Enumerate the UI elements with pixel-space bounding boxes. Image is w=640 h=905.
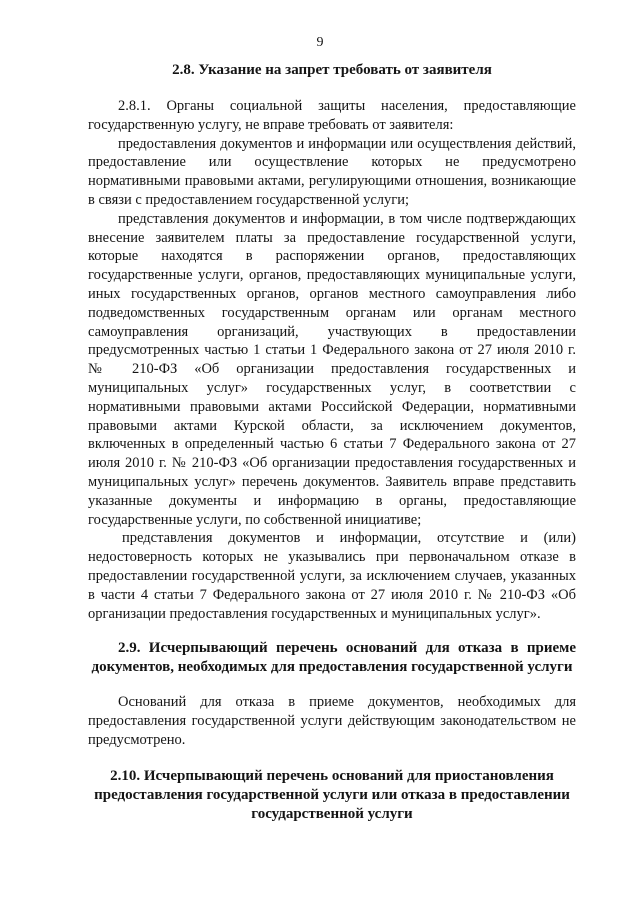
section-2-10	[88, 767, 576, 824]
section-2-9-heading: 2.9. Исчерпывающий перечень оснований для отказа в приеме документов, необходимых для предоставления государственной услуги	[91, 640, 576, 676]
section-2-9-paragraph-1: Оснований для отказа в приеме документов, необходимых для предоставления государственной услуги действующим законодательством не предусмотрено.	[88, 694, 576, 748]
document-body	[88, 61, 576, 824]
section-2-9	[88, 639, 576, 749]
section-2-8-paragraph-2: предоставления документов и информации или осуществления действий, предоставление или осуществление которых не предусмотрено нормативными правовыми актами, регулирующими отношения, возникающие в связи с предоставлением государственной услуги;	[88, 135, 576, 208]
section-2-8-paragraph-4: представления документов и информации, отсутствие и (или) недостоверность которых не указывались при первоначальном отказе в предоставлении государственной услуги, за исключением случаев, указанных в части 4 статьи 7 Федерального закона от 27 июля 2010 г. № 210-ФЗ «Об организации предоставления государственных и муниципальных услуг».	[88, 530, 576, 622]
section-2-8-paragraph-1: 2.8.1. Органы социальной защиты населения, предоставляющие государственную услугу, не вправе требовать от заявителя:	[88, 98, 576, 133]
section-2-8	[88, 61, 576, 623]
section-2-10-heading: 2.10. Исчерпывающий перечень оснований для приостановления предоставления государственной услуги или отказа в предоставлении государственной услуги	[94, 767, 570, 822]
section-2-8-heading: 2.8. Указание на запрет требовать от заявителя	[172, 62, 492, 78]
section-2-8-paragraph-3: представления документов и информации, в том числе подтверждающих внесение заявителем платы за предоставление государственной услуги, которые находятся в распоряжении органов, предоставляющих государственные услуги, органов, предоставляющих муниципальные услуги, иных государственных органов, органов местного самоуправления либо подведомственных государственным органам или органам местного самоуправления организаций, участвующих в предоставлении предусмотренных частью 1 статьи 1 Федерального закона от 27 июля 2010 г. № 210-ФЗ «Об организации предоставления государственных и муниципальных услуг» государственных услуг, в соответствии с нормативными правовыми актами Российской Федерации, нормативными правовыми актами Курской области, за исключением документов, включенных в определенный частью 6 статьи 7 Федерального закона от 27 июля 2010 г. № 210-ФЗ «Об организации предоставления государственных и муниципальных услуг» перечень документов. Заявитель вправе представить указанные документы и информацию в органы, предоставляющие государственные услуги, по собственной инициативе;	[88, 210, 576, 528]
page-number: 9	[316, 35, 324, 50]
